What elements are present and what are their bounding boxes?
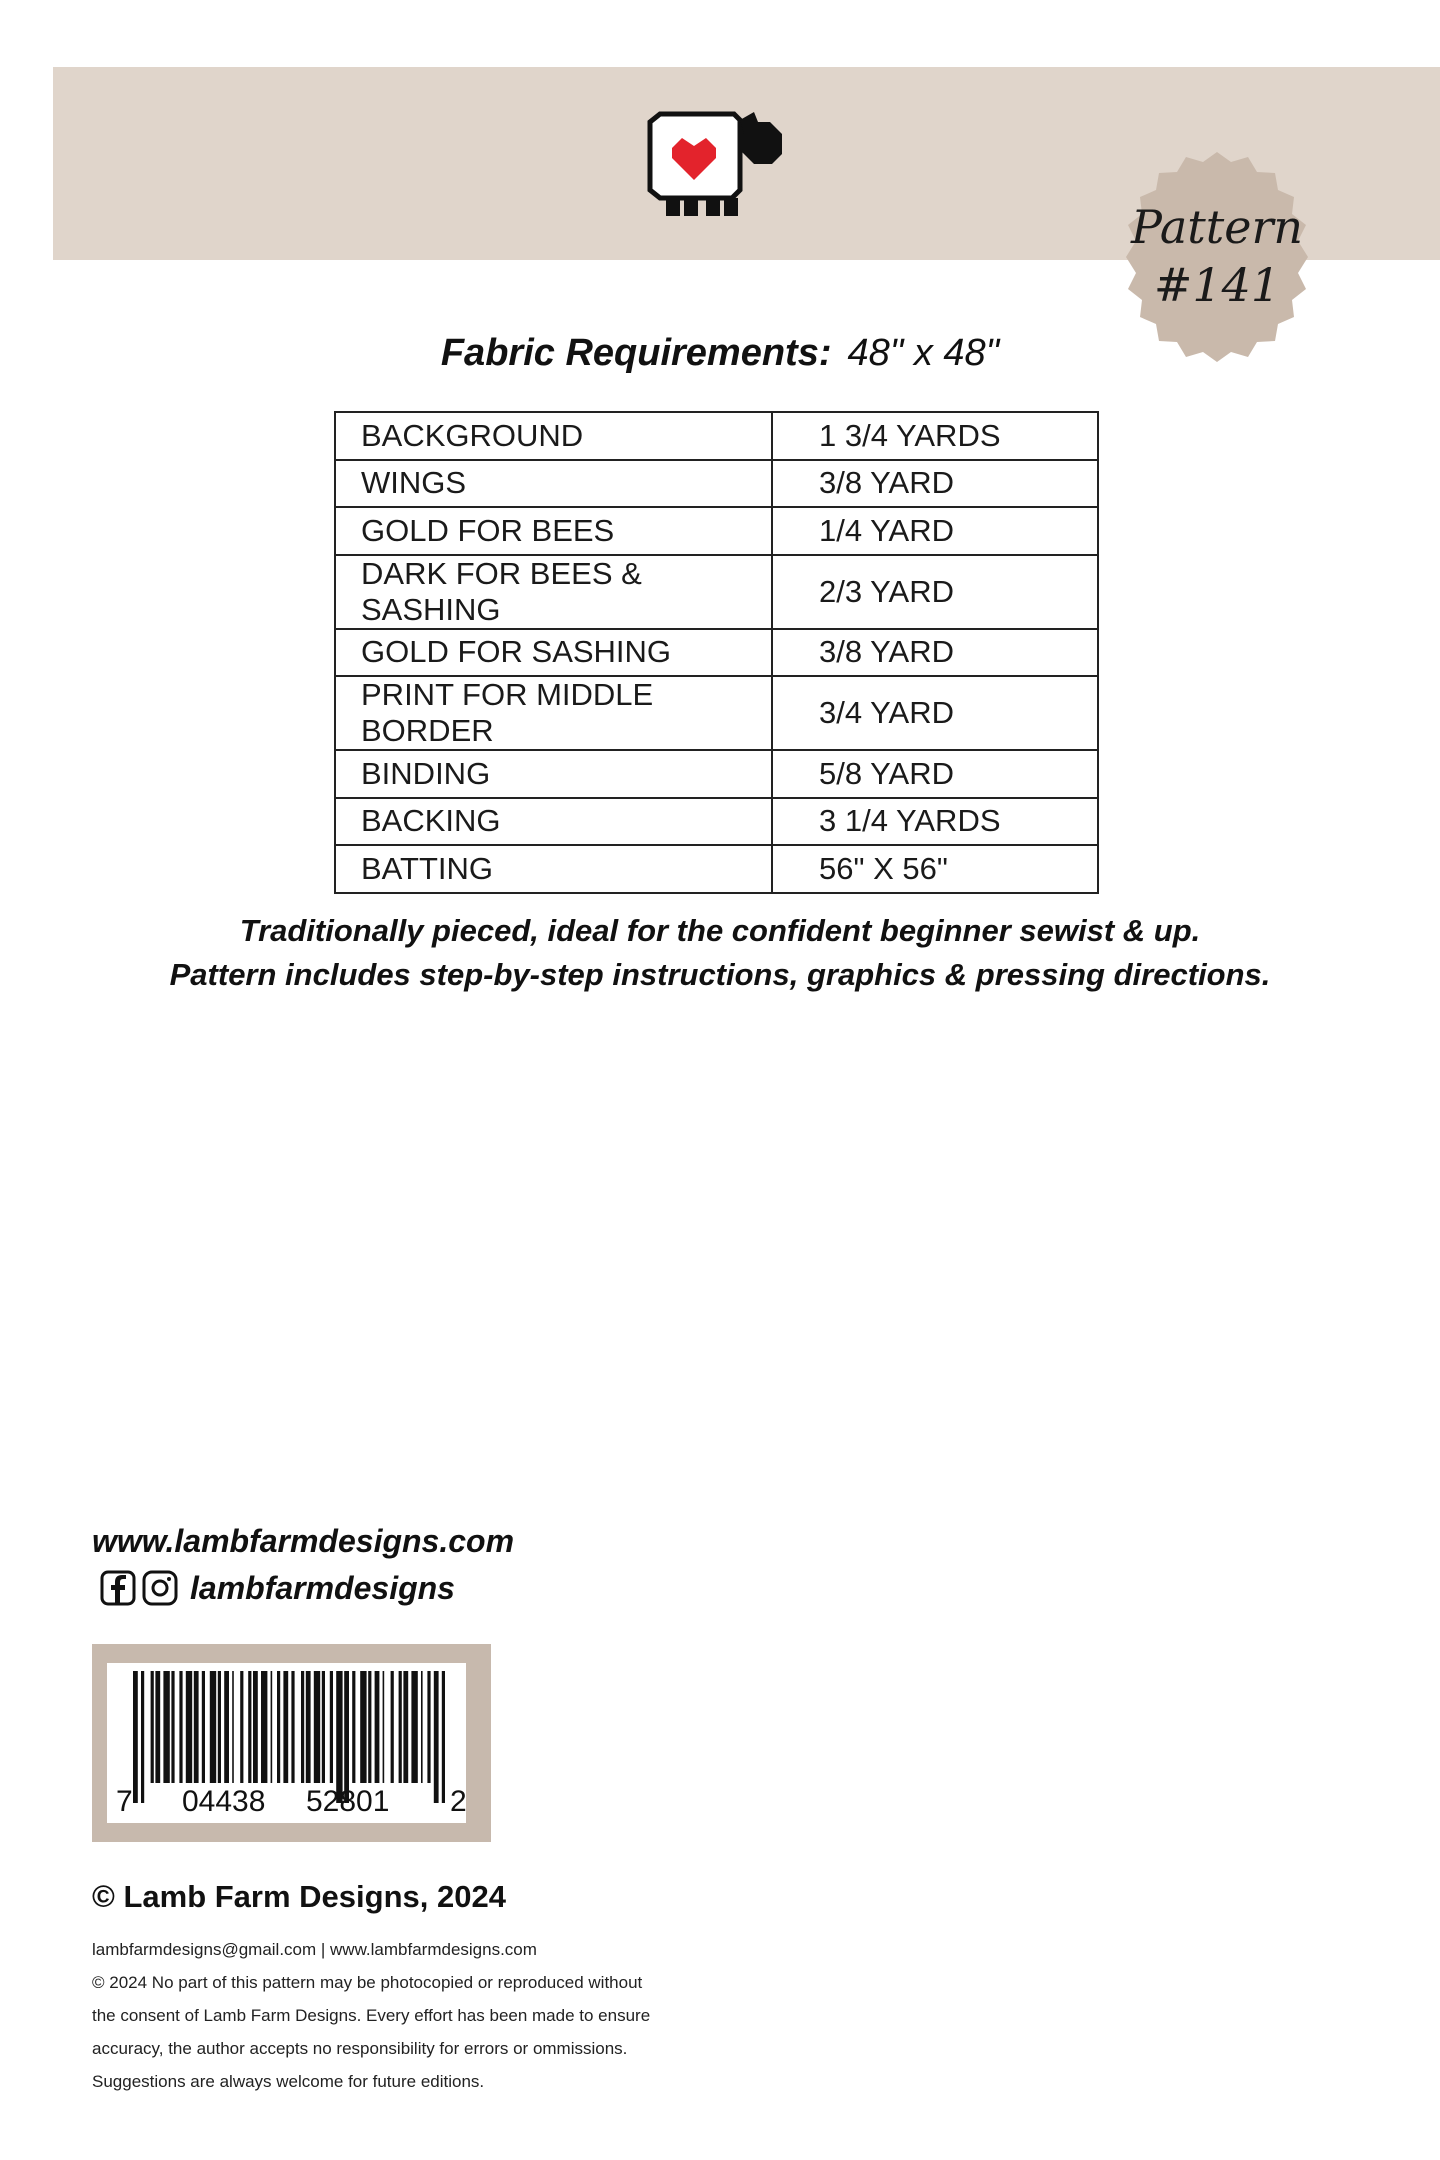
fabric-qty: 1/4 YARD bbox=[772, 507, 1098, 555]
fabric-name: BATTING bbox=[335, 845, 772, 893]
fabric-qty: 3/4 YARD bbox=[772, 676, 1098, 750]
barcode-icon bbox=[107, 1663, 466, 1823]
website-link[interactable]: www.lambfarmdesigns.com bbox=[92, 1523, 515, 1559]
copyright-heading: © Lamb Farm Designs, 2024 bbox=[92, 1879, 506, 1914]
legal-line: the consent of Lamb Farm Designs. Every effort has been made to ensure bbox=[92, 2006, 651, 2025]
badge-pattern-label: Pattern bbox=[1130, 200, 1304, 254]
table-row bbox=[335, 845, 1098, 893]
barcode-digit-check: 2 bbox=[450, 1785, 467, 1818]
sheep-logo-icon bbox=[646, 110, 788, 218]
description-line-1: Traditionally pieced, ideal for the confident beginner sewist & up. bbox=[239, 913, 1201, 948]
fabric-qty: 3/8 YARD bbox=[772, 629, 1098, 677]
instagram-icon[interactable] bbox=[142, 1570, 178, 1606]
fabric-name: BINDING bbox=[335, 750, 772, 798]
fabric-qty: 1 3/4 YARDS bbox=[772, 412, 1098, 460]
description-line-2: Pattern includes step-by-step instructions, graphics & pressing directions. bbox=[169, 957, 1271, 992]
fabric-title-label: Fabric Requirements: bbox=[440, 332, 832, 374]
barcode-digits-right: 52801 bbox=[306, 1785, 390, 1818]
fabric-qty: 3 1/4 YARDS bbox=[772, 798, 1098, 846]
legal-line: © 2024 No part of this pattern may be photocopied or reproduced without bbox=[92, 1973, 643, 1992]
fabric-requirements-table bbox=[334, 411, 1099, 894]
table-row bbox=[335, 676, 1098, 750]
barcode-digits-left: 04438 bbox=[182, 1785, 266, 1818]
fabric-name: BACKING bbox=[335, 798, 772, 846]
fabric-qty: 56" X 56" bbox=[772, 845, 1098, 893]
fabric-qty: 3/8 YARD bbox=[772, 460, 1098, 508]
fabric-name: DARK FOR BEES & SASHING bbox=[335, 555, 772, 629]
table-row bbox=[335, 629, 1098, 677]
fabric-name: PRINT FOR MIDDLE BORDER bbox=[335, 676, 772, 750]
fabric-qty: 5/8 YARD bbox=[772, 750, 1098, 798]
table-row bbox=[335, 750, 1098, 798]
legal-line: Suggestions are always welcome for future editions. bbox=[92, 2072, 485, 2091]
barcode-panel bbox=[107, 1663, 466, 1823]
table-row bbox=[335, 460, 1098, 508]
table-row bbox=[335, 798, 1098, 846]
badge-pattern-number: #141 bbox=[1153, 258, 1281, 312]
fabric-name: GOLD FOR BEES bbox=[335, 507, 772, 555]
fabric-name: GOLD FOR SASHING bbox=[335, 629, 772, 677]
table-row bbox=[335, 507, 1098, 555]
social-handle[interactable]: lambfarmdesigns bbox=[190, 1569, 455, 1606]
social-row bbox=[100, 1568, 455, 1608]
fabric-requirements-title bbox=[0, 332, 1440, 375]
contact-line: lambfarmdesigns@gmail.com | www.lambfarmdesigns.com bbox=[92, 1940, 537, 1959]
barcode-digit-lead: 7 bbox=[116, 1785, 133, 1818]
fabric-name: WINGS bbox=[335, 460, 772, 508]
barcode-frame bbox=[92, 1644, 491, 1842]
table-row bbox=[335, 412, 1098, 460]
fabric-qty: 2/3 YARD bbox=[772, 555, 1098, 629]
fabric-title-size: 48" x 48" bbox=[847, 332, 1000, 374]
table-row bbox=[335, 555, 1098, 629]
legal-line: accuracy, the author accepts no responsibility for errors or ommissions. bbox=[92, 2039, 628, 2058]
facebook-icon[interactable] bbox=[100, 1570, 136, 1606]
fabric-name: BACKGROUND bbox=[335, 412, 772, 460]
